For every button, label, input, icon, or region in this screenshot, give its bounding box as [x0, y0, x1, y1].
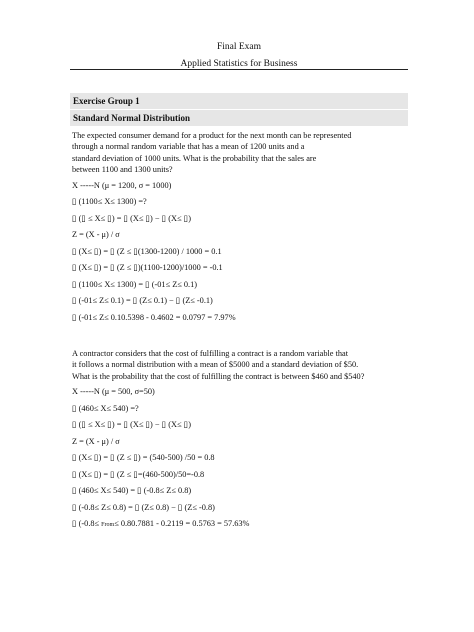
exercise2-step: Z = (X - μ) / σ	[72, 437, 120, 446]
header-rule	[70, 69, 408, 70]
header-title: Final Exam	[216, 42, 262, 52]
exercise1-step: ▯ (▯ ≤ X≤ ▯) = ▯ (X≤ ▯) − ▯ (X≤ ▯)	[72, 214, 191, 223]
exercise2-problem: A contractor considers that the cost of fulfilling a contract is a random variable that it follows a normal distribution with a mean of $5000 and a standard deviation of $50. What is the probability that the cost of fulfilling the contract is between $460 and $540?	[72, 349, 365, 381]
exercise-group-heading: Exercise Group 1	[70, 93, 408, 109]
topic-heading: Standard Normal Distribution	[70, 110, 408, 126]
exercise2-step: ▯ (▯ ≤ X≤ ▯) = ▯ (X≤ ▯) − ▯ (X≤ ▯)	[72, 420, 191, 429]
exercise1-step: ▯ (1100≤ X≤ 1300) =?	[72, 197, 147, 206]
result-suffix: ≤ 0.80.7881 - 0.2119 = 0.5763 = 57.63%	[114, 519, 250, 528]
exercise2-step: ▯ (X≤ ▯) = ▯ (Z ≤ ▯=(460-500)/50=-0.8	[72, 470, 205, 479]
exercise1-result: ▯ (-01≤ Z≤ 0.10.5398 - 0.4602 = 0.0797 = 7.97%	[72, 313, 236, 322]
result-prefix: ▯ (-0.8≤	[72, 519, 102, 528]
header-subtitle: Applied Statistics for Business	[180, 59, 298, 69]
result-small-word: From	[101, 522, 115, 528]
exercise1-step: ▯ (X≤ ▯) = ▯ (Z ≤ ▯)(1100-1200)/1000 = -0.1	[72, 263, 223, 272]
exercise2-step: X -----N (μ = 500, σ=50)	[72, 387, 155, 396]
exercise2-step: ▯ (460≤ X≤ 540) =?	[72, 404, 139, 413]
exercise2-step: ▯ (460≤ X≤ 540) = ▯ (-0.8≤ Z≤ 0.8)	[72, 486, 192, 495]
exercise2-step: ▯ (X≤ ▯) = ▯ (Z ≤ ▯) = (540-500) /50 = 0.8	[72, 453, 215, 462]
exercise1-step: Z = (X - μ) / σ	[72, 230, 120, 239]
exercise2-step: ▯ (-0.8≤ Z≤ 0.8) = ▯ (Z≤ 0.8) − ▯ (Z≤ -0.8)	[72, 503, 215, 512]
exercise2-result	[72, 518, 249, 531]
exercise1-step: ▯ (X≤ ▯) = ▯ (Z ≤ ▯(1300-1200) / 1000 = 0.1	[72, 247, 222, 256]
exercise1-problem: The expected consumer demand for a product for the next month can be represented through a normal random variable that has a mean of 1200 units and a standard deviation of 1000 units. What is the probability that the sales are between 1100 and 1300 units?	[72, 131, 352, 174]
exercise1-step: ▯ (-01≤ Z≤ 0.1) = ▯ (Z≤ 0.1) − ▯ (Z≤ -0.1)	[72, 296, 213, 305]
exercise1-step: X -----N (μ = 1200, σ = 1000)	[72, 181, 172, 190]
exercise1-step: ▯ (1100≤ X≤ 1300) = ▯ (-01≤ Z≤ 0.1)	[72, 280, 198, 289]
